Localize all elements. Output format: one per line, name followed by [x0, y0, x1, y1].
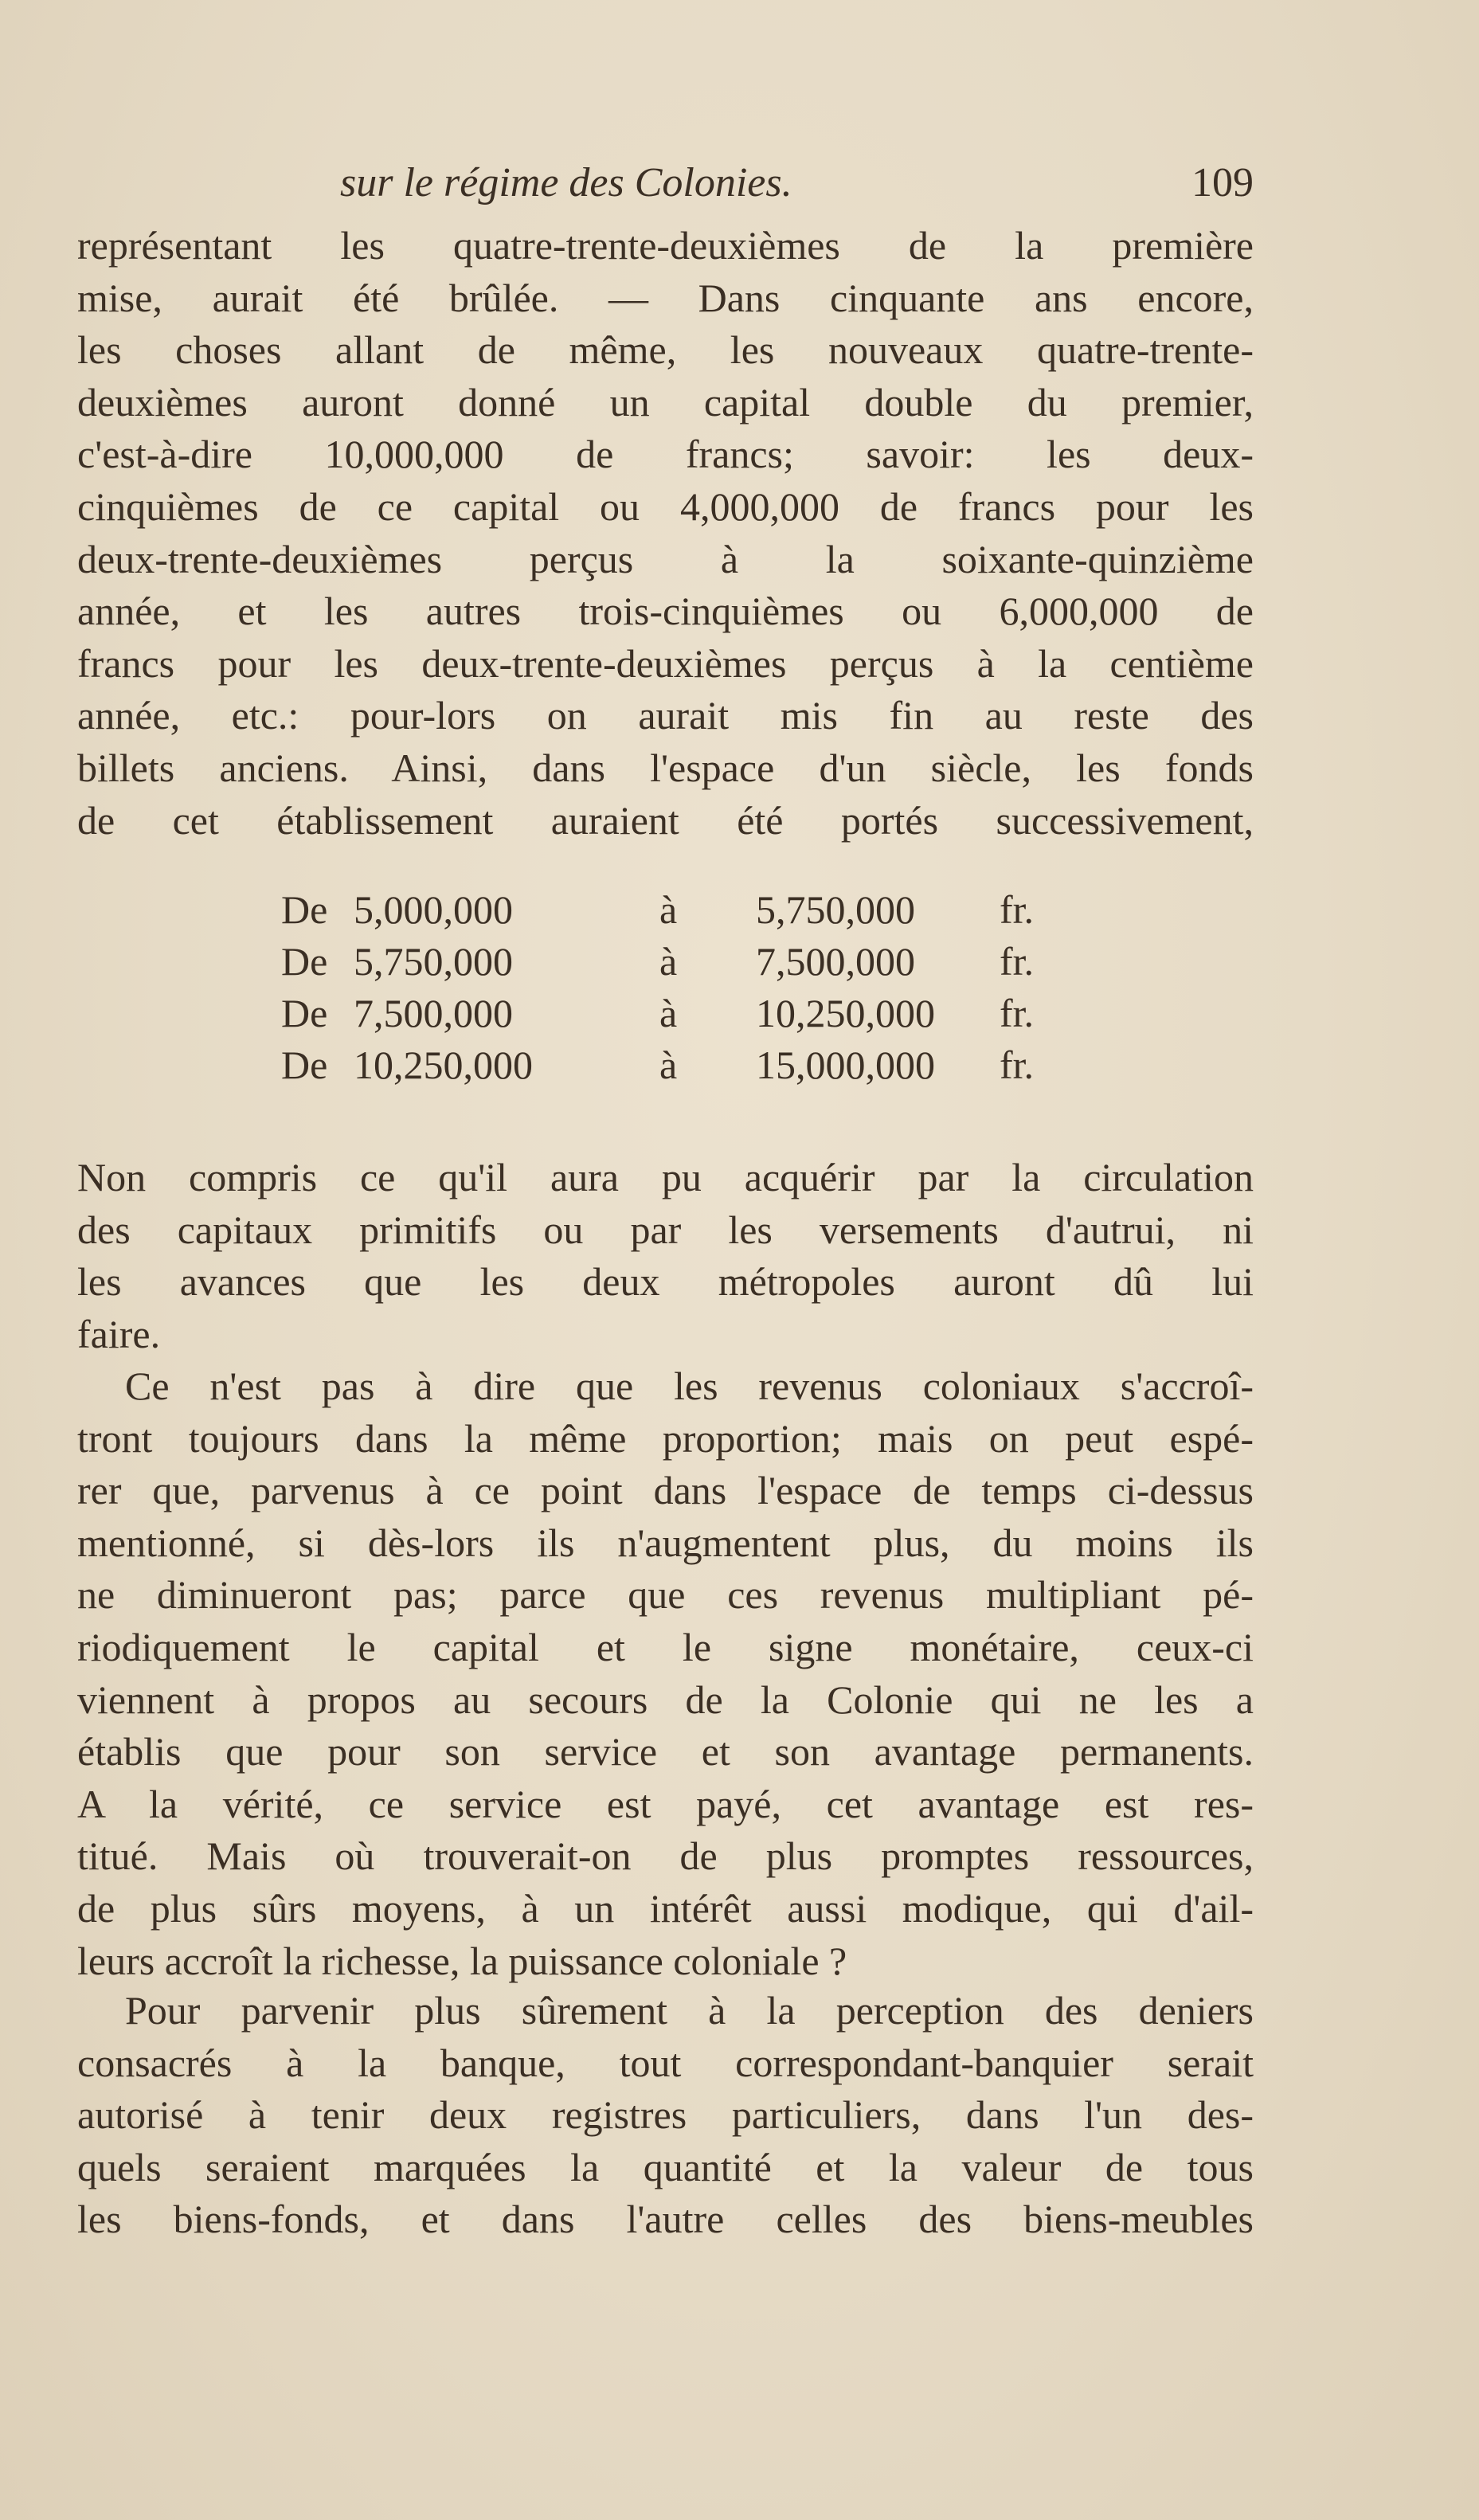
row-to: 5,750,000 — [756, 887, 915, 932]
row-sep: à — [659, 991, 678, 1035]
row-to: 7,500,000 — [756, 939, 915, 984]
text-line: les choses allant de même, les nouveaux quatre-trente- — [77, 327, 1254, 373]
text-line: quels seraient marquées la quantité et la valeur de tous — [77, 2144, 1254, 2189]
running-title: sur le régime des Colonies. — [340, 160, 792, 205]
row-prefix: De — [281, 991, 328, 1035]
row-from: 10,250,000 — [354, 1043, 533, 1087]
text-line: faire. — [77, 1311, 161, 1356]
text-line: Ce n'est pas à dire que les revenus coloniaux s'accroî- — [125, 1364, 1254, 1408]
text-line: deux-trente-deuxièmes perçus à la soixante-quinzième — [77, 536, 1254, 581]
row-sep: à — [659, 887, 678, 932]
row-prefix: De — [281, 939, 328, 984]
paragraph-4 — [77, 1985, 1254, 2246]
text-line: année, et les autres trois-cinquièmes ou 6,000,000 de — [77, 589, 1254, 634]
paragraph-3 — [77, 1360, 1254, 1987]
table-row — [0, 988, 1479, 1039]
text-line: rer que, parvenus à ce point dans l'espace de temps ci-dessus — [77, 1468, 1254, 1513]
row-unit: fr. — [1000, 1043, 1035, 1087]
row-unit: fr. — [1000, 991, 1035, 1035]
row-to: 15,000,000 — [756, 1043, 935, 1087]
paragraph-2 — [77, 1152, 1254, 1360]
text-line: viennent à propos au secours de la Colonie qui ne les a — [77, 1677, 1254, 1722]
row-to: 10,250,000 — [756, 991, 935, 1035]
text-line: les avances que les deux métropoles auront dû lui — [77, 1259, 1254, 1305]
text-line: francs pour les deux-trente-deuxièmes perçus à la centième — [77, 640, 1254, 686]
text-line: leurs accroît la richesse, la puissance coloniale ? — [77, 1938, 847, 1983]
page-number: 109 — [1191, 160, 1254, 205]
table-row — [0, 884, 1479, 935]
text-line: mentionné, si dès-lors ils n'augmentent plus, du moins ils — [77, 1520, 1254, 1565]
running-header — [77, 159, 1254, 215]
table-row — [0, 936, 1479, 987]
text-line: ne diminueront pas; parce que ces revenus multipliant pé- — [77, 1572, 1254, 1618]
text-line: de plus sûrs moyens, à un intérêt aussi modique, qui d'ail- — [77, 1885, 1254, 1931]
text-line: représentant les quatre-trente-deuxièmes de la première — [77, 223, 1254, 268]
row-from: 5,000,000 — [354, 887, 513, 932]
row-unit: fr. — [1000, 887, 1035, 932]
text-line: autorisé à tenir deux registres particuliers, dans l'un des- — [77, 2092, 1254, 2138]
row-unit: fr. — [1000, 939, 1035, 984]
text-line: titué. Mais où trouverait-on de plus promptes ressources, — [77, 1833, 1254, 1879]
text-line: de cet établissement auraient été portés successivement, — [77, 797, 1254, 843]
text-line: Pour parvenir plus sûrement à la perception des deniers — [125, 1988, 1254, 2033]
row-sep: à — [659, 1043, 678, 1087]
paragraph-1 — [77, 220, 1254, 847]
text-line: billets anciens. Ainsi, dans l'espace d'un siècle, les fonds — [77, 745, 1254, 790]
text-line: tront toujours dans la même proportion; mais on peut espé- — [77, 1415, 1254, 1461]
text-line: Non compris ce qu'il aura pu acquérir par la circulation — [77, 1155, 1254, 1199]
text-line: deuxièmes auront donné un capital double du premier, — [77, 379, 1254, 425]
row-sep: à — [659, 939, 678, 984]
text-line: des capitaux primitifs ou par les versements d'autrui, ni — [77, 1207, 1254, 1252]
text-line: mise, aurait été brûlée. — Dans cinquante ans encore, — [77, 275, 1254, 320]
row-from: 7,500,000 — [354, 991, 513, 1035]
row-prefix: De — [281, 1043, 328, 1087]
text-line: les biens-fonds, et dans l'autre celles des biens-meubles — [77, 2197, 1254, 2242]
text-line: établis que pour son service et son avantage permanents. — [77, 1729, 1254, 1775]
row-prefix: De — [281, 887, 328, 932]
text-line: année, etc.: pour-lors on aurait mis fin au reste des — [77, 693, 1254, 738]
table-row — [0, 1039, 1479, 1090]
text-line: consacrés à la banque, tout correspondant-banquier serait — [77, 2040, 1254, 2085]
text-line: cinquièmes de ce capital ou 4,000,000 de francs pour les — [77, 483, 1254, 529]
text-line: c'est-à-dire 10,000,000 de francs; savoir: les deux- — [77, 432, 1254, 477]
text-line: riodiquement le capital et le signe monétaire, ceux-ci — [77, 1624, 1254, 1669]
row-from: 5,750,000 — [354, 939, 513, 984]
text-line: A la vérité, ce service est payé, cet avantage est res- — [77, 1781, 1254, 1826]
